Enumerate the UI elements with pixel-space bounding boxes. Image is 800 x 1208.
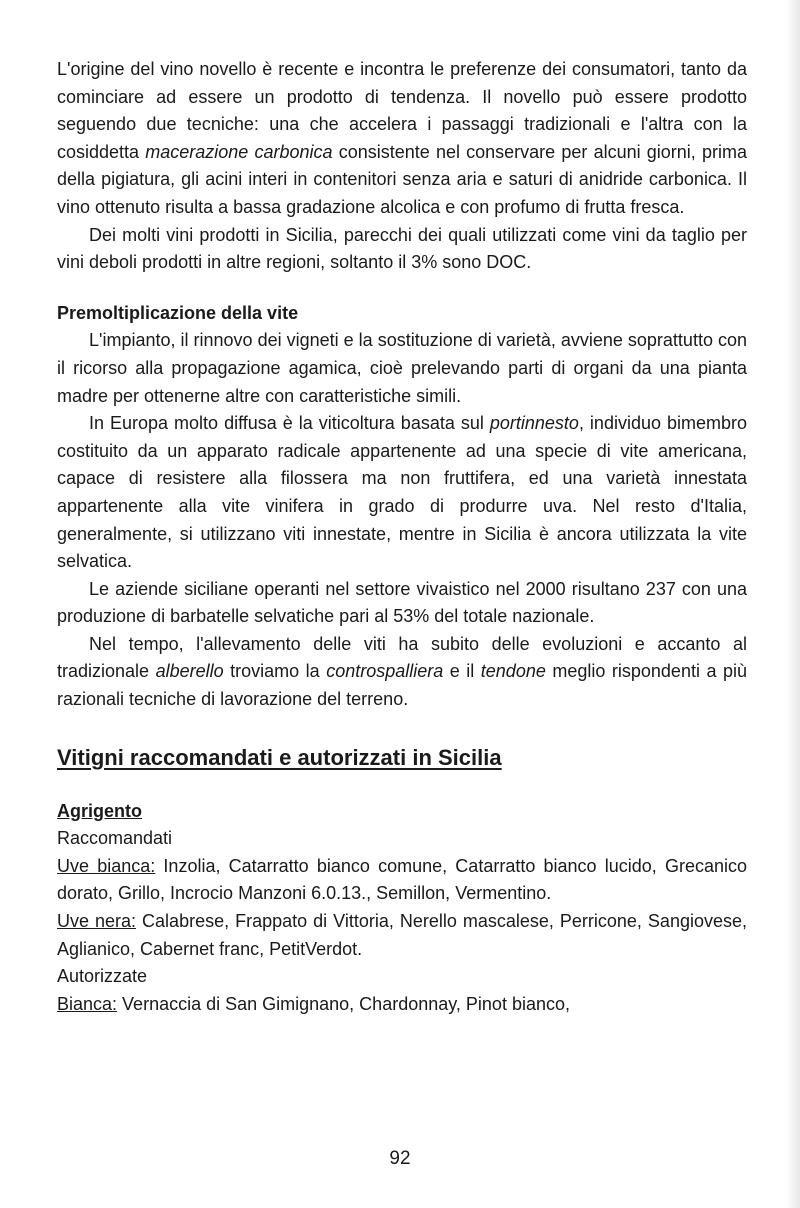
recommended-label: Raccomandati	[57, 828, 173, 849]
vite-paragraph-1: L'impianto, il rinnovo dei vigneti e la sostituzione di varietà, avviene soprattutto con il ricorso alla propagazione agamica, cioè prelevando parti di organi da una pianta madre per ottenerne altre con caratteristiche simili.	[57, 330, 747, 406]
intro-paragraph-2: Dei molti vini prodotti in Sicilia, parecchi dei quali utilizzati come vini da taglio per vini deboli prodotti in altre regioni, soltanto il 3% sono DOC.	[57, 224, 747, 273]
vite-paragraph-2: In Europa molto diffusa è la viticoltura basata sul portinnesto, individuo bimembro costituito da un apparato radicale appartenente ad una specie di vite americana, capace di resistere alla filossera ma non fruttifera, ed una varietà innestata appartenente alla vite vinifera in grado di produrre uva. Nel resto d'Italia, generalmente, si utilizzano viti innestate, mentre in Sicilia è ancora utilizzata la vite selvatica.	[57, 413, 748, 572]
intro-paragraph-1: L'origine del vino novello è recente e incontra le preferenze dei consumatori, tanto da cominciare ad essere un prodotto di tendenza. Il novello può essere prodotto seguendo due tecniche: una che accelera i passaggi tradizionali e l'altra con la cosiddetta macerazione carbonica consistente nel conservare per alcuni giorni, prima della pigiatura, gli acini interi in contenitori senza aria e saturi di anidride carbonica. Il vino ottenuto risulta a bassa gradazione alcolica e con profumo di frutta fresca.	[57, 59, 747, 217]
page-number: 92	[389, 1148, 411, 1169]
red-grapes-label: Uve nera:	[57, 911, 137, 932]
page-body	[57, 56, 747, 1018]
province-heading: Agrigento	[57, 800, 142, 821]
authorized-white-label: Bianca:	[57, 993, 118, 1014]
page-edge-shadow	[786, 0, 800, 1208]
white-grapes-label: Uve bianca:	[57, 855, 156, 876]
authorized-label: Autorizzate	[57, 966, 148, 987]
red-grapes-line: Uve nera: Calabrese, Frappato di Vittoria, Nerello mascalese, Perricone, Sangiovese, Aglianico, Cabernet franc, PetitVerdot.	[57, 911, 747, 959]
vite-paragraph-3: Le aziende siciliane operanti nel settore vivaistico nel 2000 risultano 237 con una produzione di barbatelle selvatiche pari al 53% del totale nazionale.	[57, 578, 747, 627]
section-heading-vite: Premoltiplicazione della vite	[57, 302, 299, 323]
authorized-white-line: Bianca: Vernaccia di San Gimignano, Chardonnay, Pinot bianco,	[57, 993, 570, 1014]
section-heading-vitigni: Vitigni raccomandati e autorizzati in Sicilia	[57, 744, 502, 770]
vite-paragraph-4: Nel tempo, l'allevamento delle viti ha subito delle evoluzioni e accanto al tradizionale alberello troviamo la controspalliera e il tendone meglio rispondenti a più razionali tecniche di lavorazione del terreno.	[57, 633, 747, 710]
white-grapes-line: Uve bianca: Inzolia, Catarratto bianco comune, Catarratto bianco lucido, Grecanico dorato, Grillo, Incrocio Manzoni 6.0.13., Semillon, Vermentino.	[57, 855, 748, 904]
